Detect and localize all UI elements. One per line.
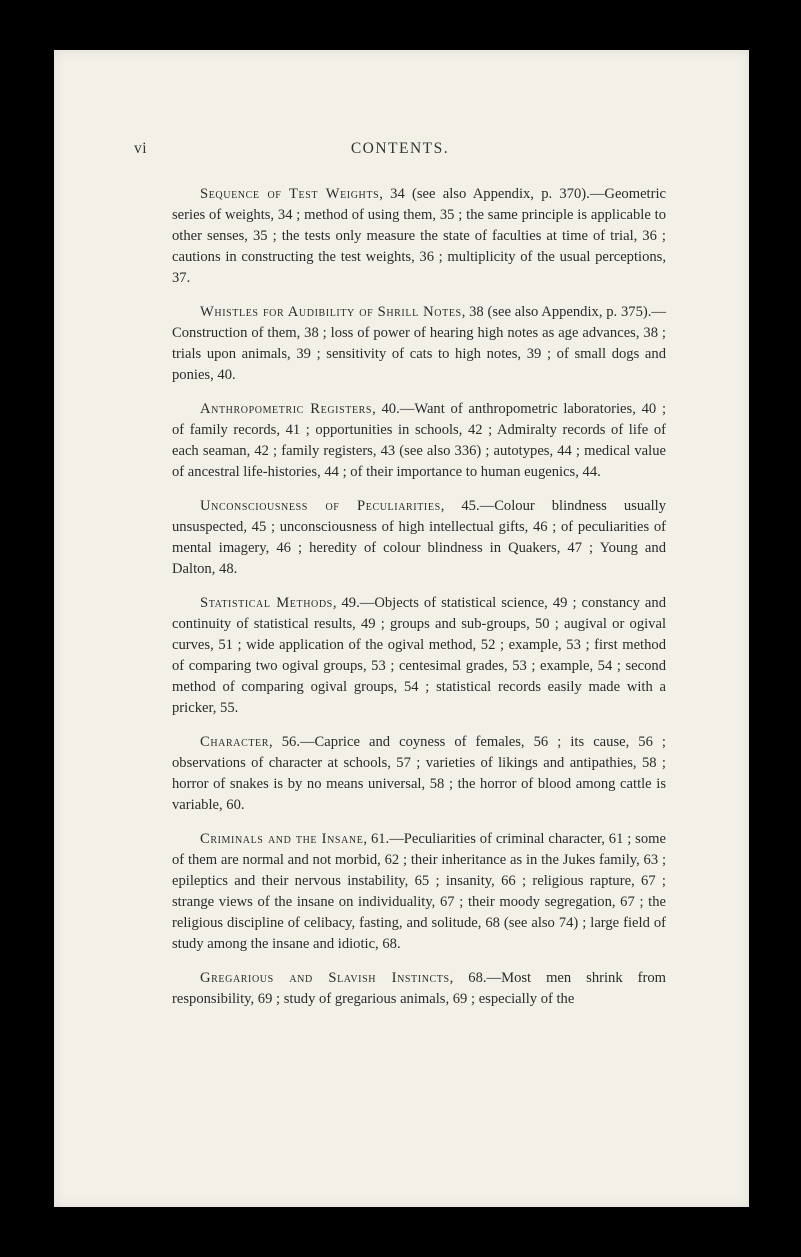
entry-text: , 38 (see also Appendix, p. 375).—Construction of them, 38 ; loss of power of hearing high notes as age advances, 38 ; trials upon animals, 39 ; sensitivity of cats to high notes, 39 ; of small dogs and ponies, 40. bbox=[172, 304, 666, 383]
contents-entry bbox=[172, 732, 666, 816]
entry-heading: Anthropometric Registers bbox=[200, 401, 373, 417]
entry-text: , 68.—Most men shrink from responsibility, 69 ; study of gregarious animals, 69 ; especially of the bbox=[172, 970, 666, 1007]
contents-entry bbox=[172, 184, 666, 289]
page-number: vi bbox=[134, 140, 148, 157]
entry-heading: Gregarious and Slavish Instincts bbox=[200, 970, 450, 986]
entry-heading: Sequence of Test Weights bbox=[200, 186, 380, 202]
entry-heading: Unconsciousness of Peculiarities bbox=[200, 498, 441, 514]
entry-text: , 45.—Colour blindness usually unsuspected, 45 ; unconsciousness of high intellectual gifts, 46 ; of peculiarities of mental imagery, 46 ; heredity of colour blindness in Quakers, 47 ; Young and Dalton, 48. bbox=[172, 498, 666, 577]
entry-heading: Statistical Methods bbox=[200, 595, 333, 611]
entry-text: , 34 (see also Appendix, p. 370).—Geometric series of weights, 34 ; method of using them, 35 ; the same principle is applicable to other senses, 35 ; the tests only measure the state of faculties at time of trial, 36 ; cautions in constructing the test weights, 36 ; multiplicity of the usual perceptions, 37. bbox=[172, 186, 666, 286]
entry-text: , 49.—Objects of statistical science, 49 ; constancy and continuity of statistical results, 49 ; groups and sub-groups, 50 ; augival or ogival curves, 51 ; wide application of the ogival method, 52 ; example, 53 ; first method of comparing two ogival groups, 53 ; centesimal grades, 53 ; example, 54 ; second method of comparing ogival groups, 54 ; statistical records easily made with a pricker, 55. bbox=[172, 595, 666, 716]
contents-entry bbox=[172, 496, 666, 580]
entry-text: , 40.—Want of anthropometric laboratories, 40 ; of family records, 41 ; opportunities in schools, 42 ; Admiralty records of life of each seaman, 42 ; family registers, 43 (see also 336) ; autotypes, 44 ; medical value of ancestral life-histories, 44 ; of their importance to human eugenics, 44. bbox=[172, 401, 666, 480]
entry-heading: Criminals and the Insane bbox=[200, 831, 364, 847]
contents-entry bbox=[172, 829, 666, 955]
contents-entry bbox=[172, 593, 666, 719]
contents-entry bbox=[172, 302, 666, 386]
contents-entry bbox=[172, 399, 666, 483]
entry-heading: Character bbox=[200, 734, 270, 750]
running-head: CONTENTS. bbox=[350, 140, 450, 157]
contents-entry bbox=[172, 968, 666, 1010]
entry-text: , 56.—Caprice and coyness of females, 56 ; its cause, 56 ; observations of character at schools, 57 ; varieties of likings and antipathies, 58 ; horror of snakes is by no means universal, 58 ; the horror of blood among cattle is variable, 60. bbox=[172, 734, 666, 813]
contents-body bbox=[172, 184, 666, 1023]
page-header bbox=[134, 140, 666, 164]
entry-text: , 61.—Peculiarities of criminal character, 61 ; some of them are normal and not morbid, 62 ; their inheritance as in the Jukes family, 63 ; epileptics and their nervous instability, 65 ; insanity, 66 ; religious rapture, 67 ; strange views of the insane on individuality, 67 ; their moody segregation, 67 ; the religious discipline of celibacy, fasting, and solitude, 68 (see also 74) ; large field of study among the insane and idiotic, 68. bbox=[172, 831, 666, 952]
entry-heading: Whistles for Audibility of Shrill Notes bbox=[200, 304, 462, 320]
